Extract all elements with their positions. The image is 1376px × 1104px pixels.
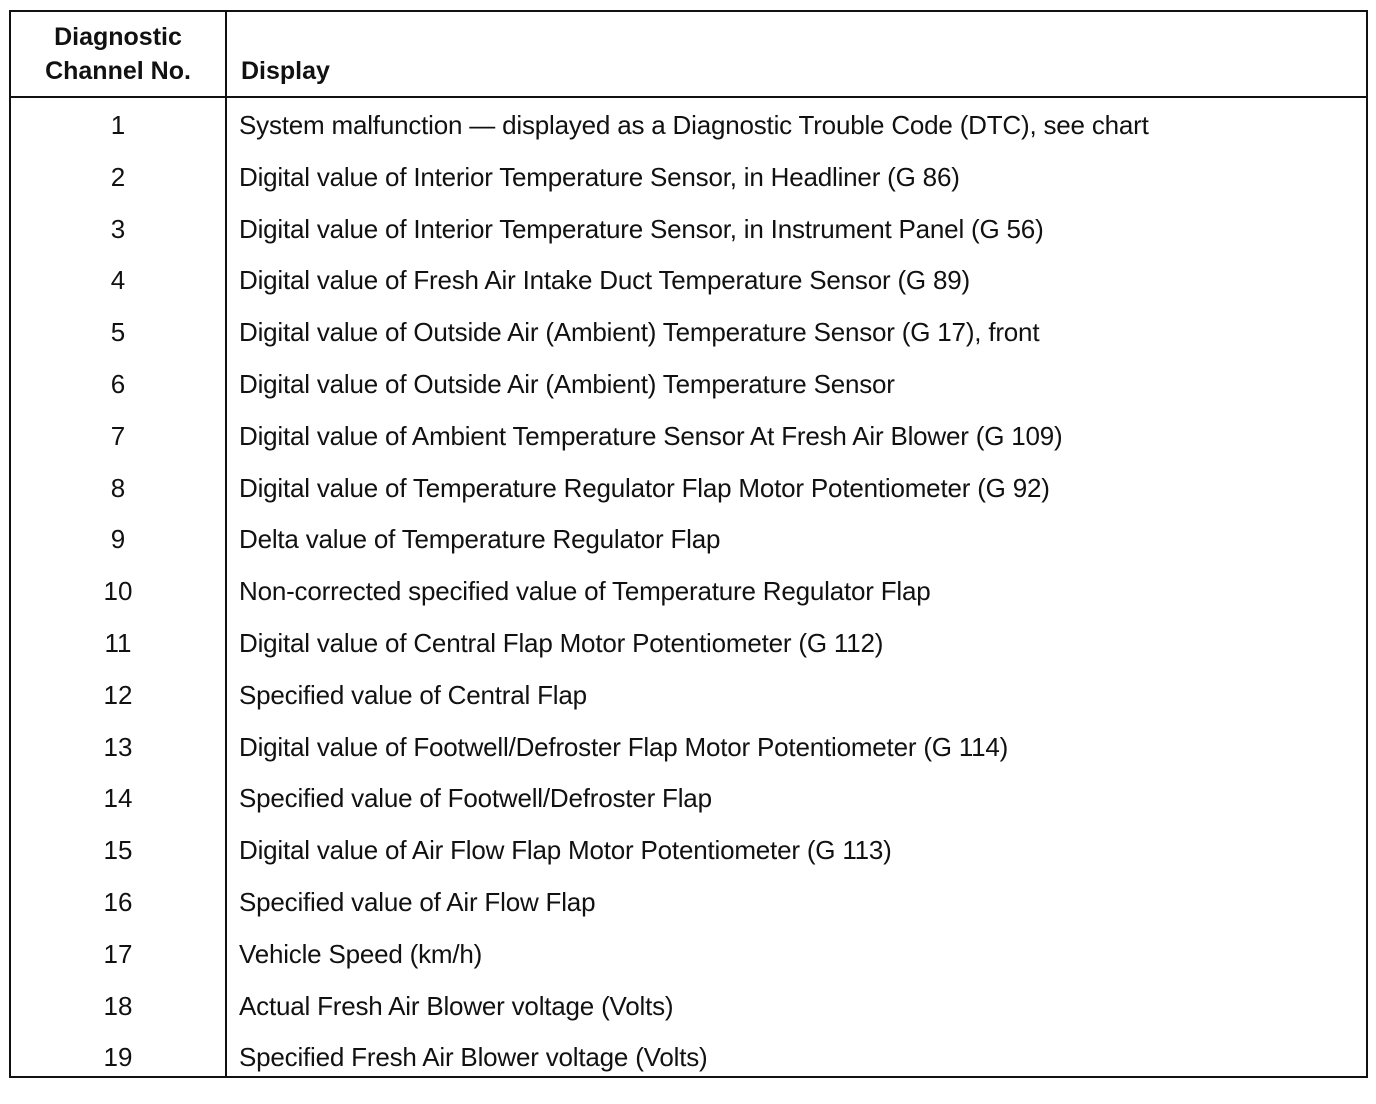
table-row [11, 622, 1366, 674]
display-description: Digital value of Central Flap Motor Potentiometer (G 112) [239, 627, 884, 658]
display-description: Specified value of Footwell/Defroster Flap [239, 783, 712, 814]
display-description: Digital value of Outside Air (Ambient) Temperature Sensor [239, 368, 895, 399]
header-channel-no: Diagnostic Channel No. [45, 23, 191, 85]
table-row [11, 208, 1366, 260]
channel-number: 2 [110, 161, 126, 192]
display-description: Specified value of Central Flap [239, 679, 587, 710]
display-description: Digital value of Footwell/Defroster Flap Motor Potentiometer (G 114) [239, 731, 1009, 762]
channel-number: 8 [110, 472, 126, 503]
channel-number: 5 [110, 317, 126, 348]
channel-number: 15 [103, 835, 133, 866]
display-description: Digital value of Outside Air (Ambient) Temperature Sensor (G 17), front [239, 317, 1040, 348]
table-row [11, 259, 1366, 311]
table-row [11, 1036, 1366, 1088]
display-description: Delta value of Temperature Regulator Flap [239, 524, 721, 555]
table-row [11, 518, 1366, 570]
display-description: Digital value of Temperature Regulator Flap Motor Potentiometer (G 92) [239, 472, 1050, 503]
display-description: Vehicle Speed (km/h) [239, 938, 483, 969]
channel-number: 18 [103, 990, 133, 1021]
channel-number: 1 [110, 110, 126, 140]
channel-number: 7 [110, 420, 126, 451]
channel-number: 10 [103, 576, 133, 607]
table-row [11, 104, 1366, 156]
table-row [11, 674, 1366, 726]
channel-number: 6 [110, 368, 126, 399]
channel-number: 17 [103, 938, 133, 969]
display-description: Digital value of Ambient Temperature Sensor At Fresh Air Blower (G 109) [239, 420, 1063, 451]
display-description: Specified value of Air Flow Flap [239, 886, 596, 917]
display-description: Specified Fresh Air Blower voltage (Volts) [239, 1042, 708, 1073]
display-description: Actual Fresh Air Blower voltage (Volts) [239, 990, 674, 1021]
table-row [11, 311, 1366, 363]
table-row [11, 881, 1366, 933]
table-row [11, 467, 1366, 519]
channel-number: 13 [103, 731, 133, 762]
channel-number: 12 [103, 679, 133, 710]
table-row [11, 570, 1366, 622]
table-body [11, 104, 1366, 1088]
table-row [11, 829, 1366, 881]
channel-number: 19 [103, 1042, 133, 1073]
channel-number: 3 [110, 213, 126, 244]
table-row [11, 933, 1366, 985]
channel-number: 11 [104, 627, 132, 658]
display-description: Digital value of Air Flow Flap Motor Potentiometer (G 113) [239, 835, 892, 866]
table-row [11, 156, 1366, 208]
header-display: Display [241, 57, 330, 85]
table-row [11, 985, 1366, 1037]
channel-number: 4 [110, 265, 126, 296]
channel-number: 14 [103, 783, 133, 814]
table-row [11, 363, 1366, 415]
table-row [11, 777, 1366, 829]
table-header [11, 12, 1366, 98]
display-description: Digital value of Interior Temperature Sensor, in Headliner (G 86) [239, 161, 960, 192]
display-description: Non-corrected specified value of Temperature Regulator Flap [239, 576, 931, 607]
diagnostic-channel-table [9, 10, 1368, 1078]
display-description: System malfunction — displayed as a Diagnostic Trouble Code (DTC), see chart [239, 110, 1149, 140]
channel-number: 16 [103, 886, 133, 917]
table-row [11, 415, 1366, 467]
display-description: Digital value of Fresh Air Intake Duct Temperature Sensor (G 89) [239, 265, 970, 296]
channel-number: 9 [110, 524, 126, 555]
table-row [11, 726, 1366, 778]
display-description: Digital value of Interior Temperature Sensor, in Instrument Panel (G 56) [239, 213, 1044, 244]
